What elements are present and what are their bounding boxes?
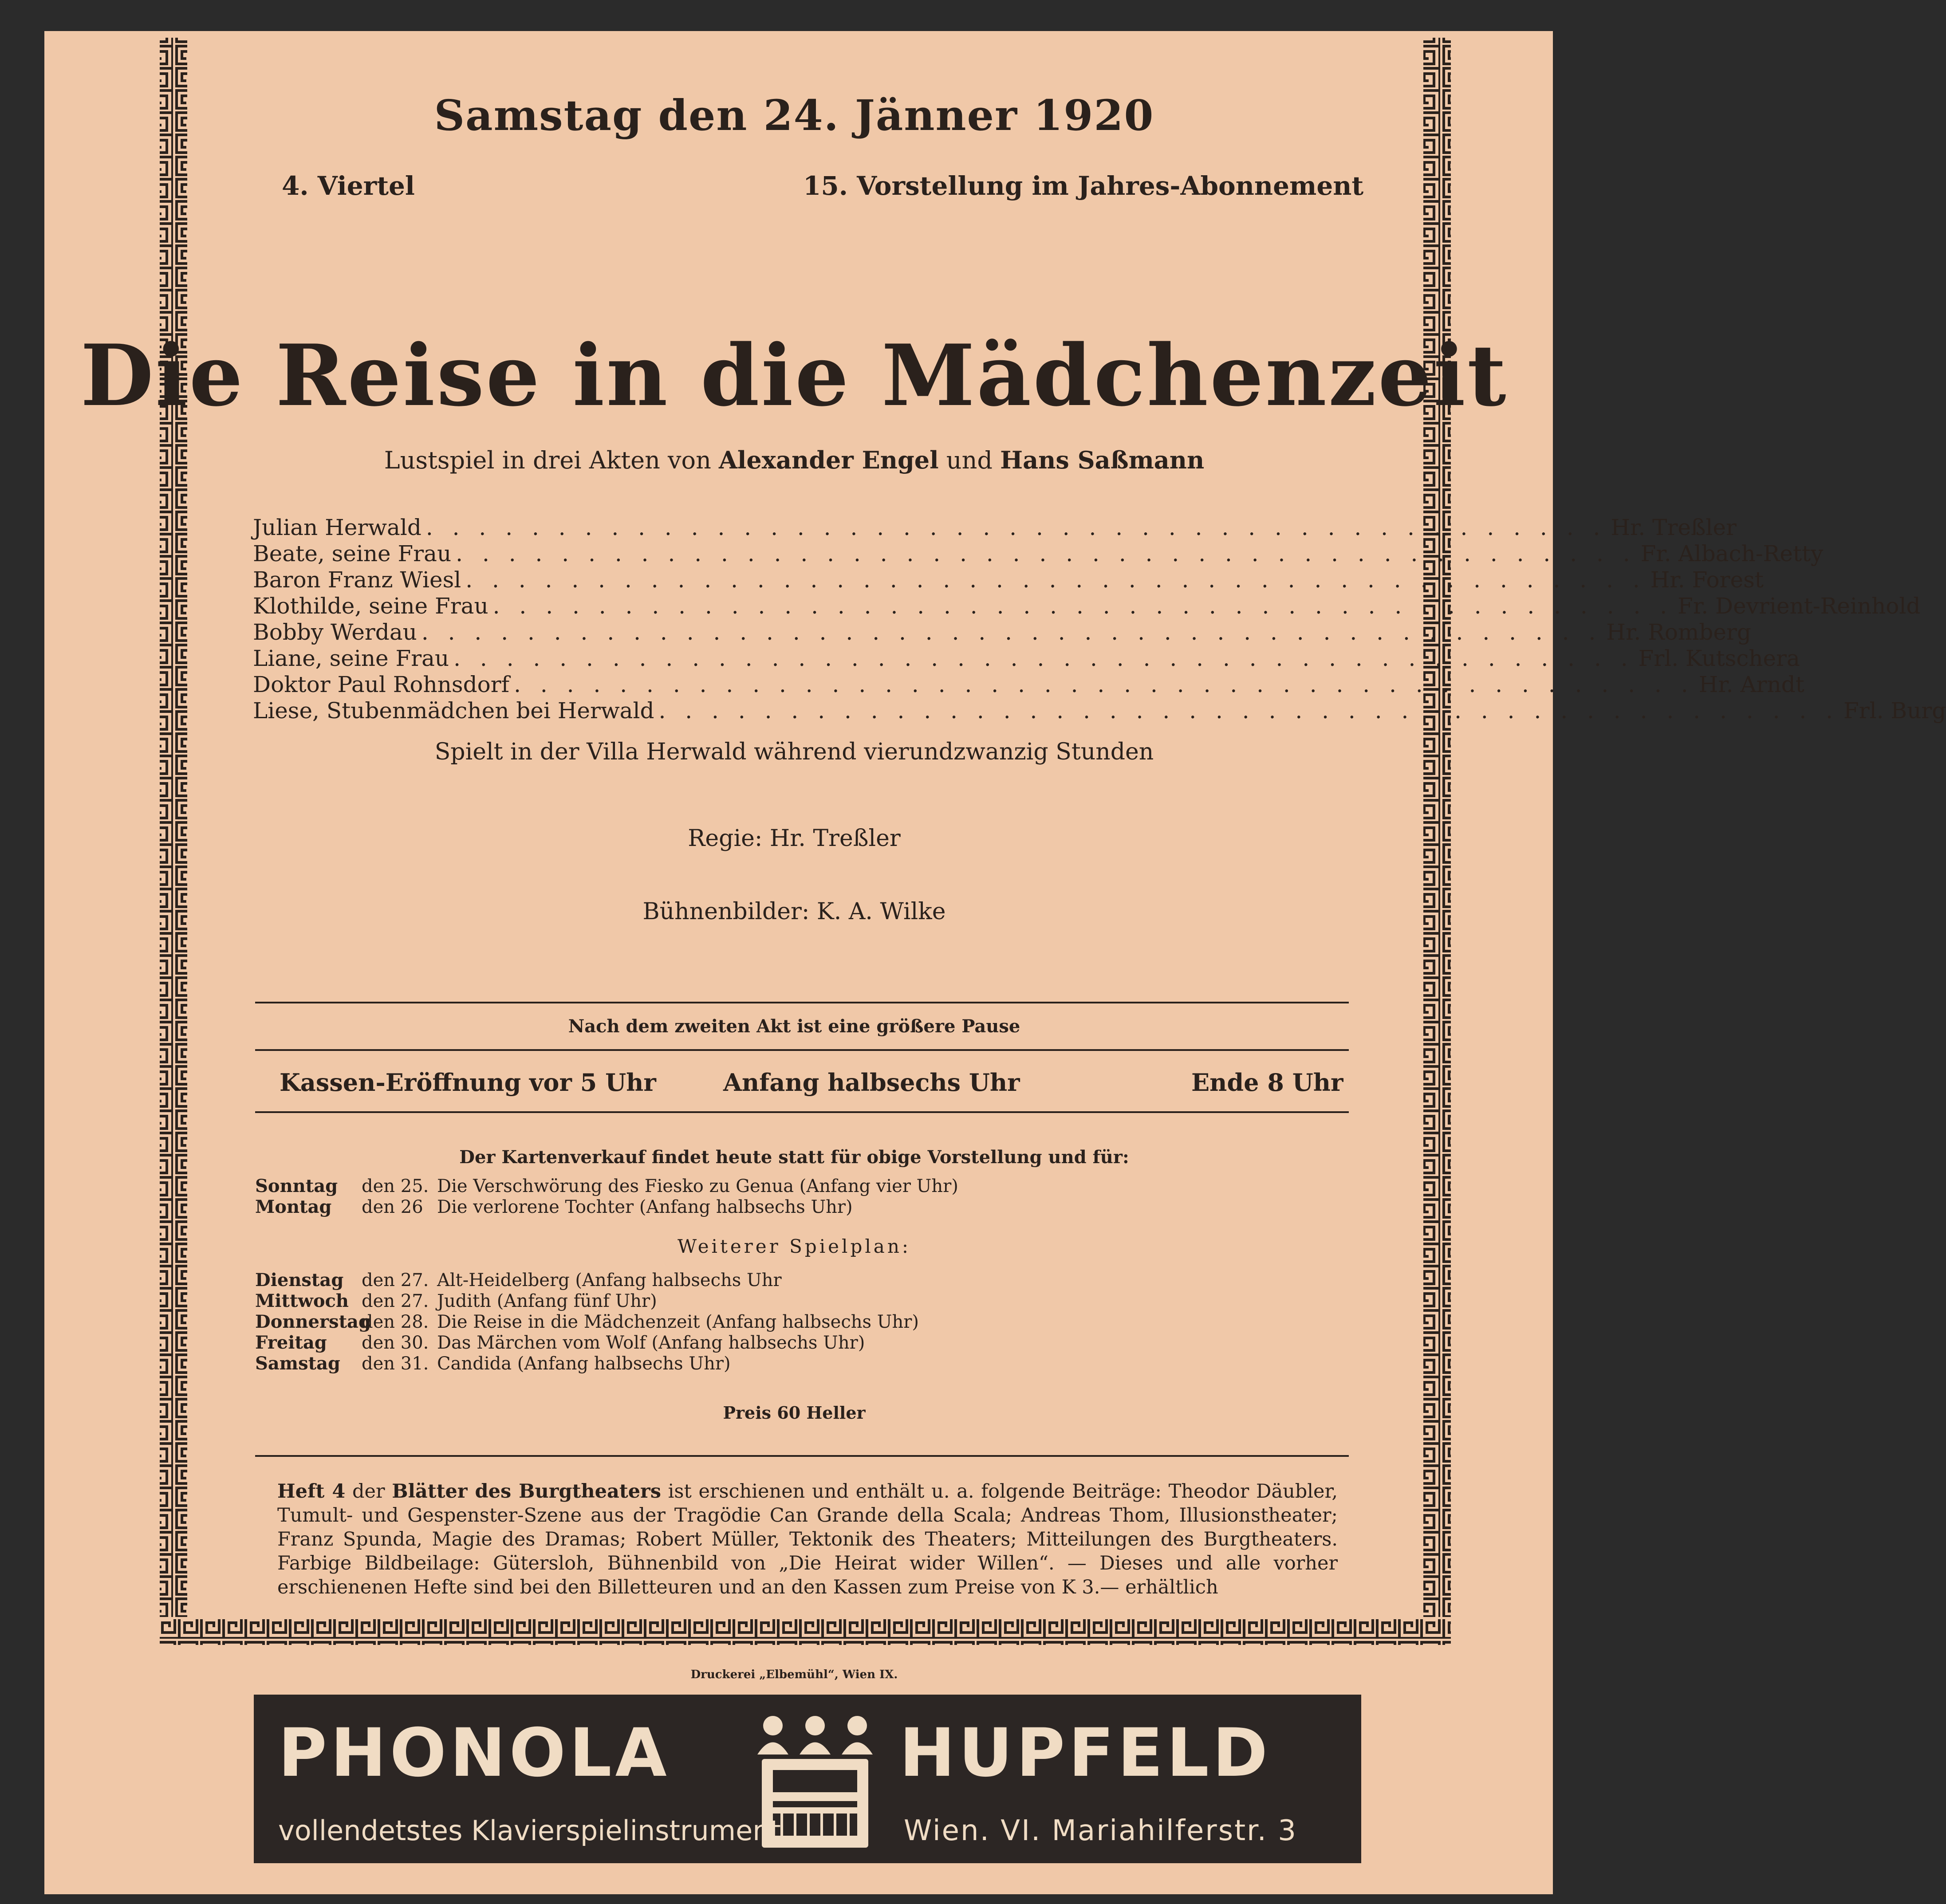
dot-leader: . . . . . . . . . . . . . . . . . . . . . . . . . . . . . . . . . . . . . . . . . . . . .: [492, 593, 1674, 619]
cast-role: Doktor Paul Rohnsdorf: [253, 672, 510, 697]
schedule-day: Donnerstag: [255, 1311, 371, 1332]
intermission-note: Nach dem zweiten Akt ist eine größere Pause: [568, 1016, 1020, 1037]
cast-row: [253, 672, 1804, 698]
schedule-date: den 25.: [362, 1176, 429, 1196]
cast-actor: Fr. Albach-Retty: [1640, 541, 1824, 566]
cast-role: Klothilde, seine Frau: [253, 593, 488, 619]
schedule-row: [255, 1176, 1409, 1196]
director-credit: Regie: Hr. Treßler: [688, 825, 901, 852]
start-time: Anfang halbsechs Uhr: [723, 1068, 1020, 1097]
play-subtitle: [0, 446, 1588, 474]
schedule-play: Die Reise in die Mädchenzeit (Anfang halbsechs Uhr): [437, 1312, 919, 1332]
journal-body: ist erschienen und enthält u. a. folgende Beiträge: Theodor Däubler, Tumult- und Gespenster-Szene aus der Tragödie Can Grande della Scala; Andreas Thom, Illusionstheater; Franz Spunda, Magie des Dramas; Robert Müller, Tektonik des Theaters; Mitteilungen des Burgtheaters. Farbige Bildbeilage: Gütersloh, Bühnenbild von „Die Heirat wider Willen“. — Dieses und alle vorher erschienenen Hefte sind bei den Billetteuren und an den Kassen zum Preise von K 3.— erhältlich: [277, 1480, 1338, 1598]
cast-role: Bobby Werdau: [253, 619, 417, 645]
dot-leader: . . . . . . . . . . . . . . . . . . . . . . . . . . . . . . . . . . . . . . . . . . . . .: [425, 515, 1607, 540]
journal-name: Blätter des Burgtheaters: [392, 1480, 661, 1503]
dot-leader: . . . . . . . . . . . . . . . . . . . . . . . . . . . . . . . . . . . . . . . . . . . . .: [456, 541, 1636, 566]
subtitle-and: und: [938, 446, 1001, 474]
cast-actor: Frl. Kutschera: [1638, 645, 1800, 671]
schedule-date: den 27.: [362, 1270, 429, 1290]
cast-actor: Hr. Romberg: [1606, 619, 1751, 645]
ad-brand-right: HUPFELD: [899, 1715, 1272, 1792]
divider-rule: [255, 1049, 1349, 1051]
schedule-row: [255, 1353, 1409, 1374]
cast-role: Liese, Stubenmädchen bei Herwald: [253, 698, 654, 724]
further-program-heading: Weiterer Spielplan:: [677, 1235, 911, 1257]
cast-actor: Fr. Devrient-Reinhold: [1678, 593, 1921, 619]
cast-row: [253, 698, 1946, 724]
subtitle-prefix: Lustspiel in drei Akten von: [384, 446, 719, 474]
ad-tagline: vollendetstes Klavierspielinstrument.: [278, 1814, 790, 1847]
schedule-day: Dienstag: [255, 1270, 344, 1290]
schedule-play: Candida (Anfang halbsechs Uhr): [437, 1353, 731, 1374]
price: Preis 60 Heller: [723, 1403, 866, 1423]
printer-credit: Druckerei „Elbemühl“, Wien IX.: [690, 1668, 898, 1681]
schedule-row: [255, 1196, 1409, 1217]
journal-connector: der: [345, 1480, 392, 1503]
performance-date: Samstag den 24. Jänner 1920: [434, 91, 1154, 140]
cast-actor: Frl. Burg: [1844, 698, 1946, 724]
journal-issue: Heft 4: [277, 1480, 346, 1503]
journal-notice: [277, 1479, 1338, 1599]
cast-role: Baron Franz Wiesl: [253, 567, 461, 593]
dot-leader: . . . . . . . . . . . . . . . . . . . . . . . . . . . . . . . . . . . . . . . . . . . . .: [453, 645, 1634, 671]
schedule-play: Das Märchen vom Wolf (Anfang halbsechs Uhr): [437, 1333, 865, 1353]
schedule-row: [255, 1311, 1409, 1332]
schedule-row: [255, 1270, 1409, 1290]
dot-leader: . . . . . . . . . . . . . . . . . . . . . . . . . . . . . . . . . . . . . . . . . . . . .: [514, 672, 1694, 697]
cast-row: [253, 541, 1824, 567]
cast-row: [253, 645, 1800, 672]
divider-rule: [255, 1455, 1349, 1457]
cast-role: Julian Herwald: [253, 515, 422, 540]
author-1: Alexander Engel: [719, 446, 939, 474]
schedule-date: den 31.: [362, 1353, 429, 1374]
cast-actor: Hr. Treßler: [1611, 515, 1737, 540]
divider-rule: [255, 1111, 1349, 1113]
box-office-time: Kassen-Eröffnung vor 5 Uhr: [280, 1068, 656, 1097]
cast-role: Beate, seine Frau: [253, 541, 452, 566]
schedule-play: Die verlorene Tochter (Anfang halbsechs Uhr): [437, 1197, 853, 1217]
schedule-play: Judith (Anfang fünf Uhr): [437, 1291, 657, 1311]
schedule-day: Mittwoch: [255, 1290, 349, 1311]
schedule-date: den 27.: [362, 1291, 429, 1311]
dot-leader: . . . . . . . . . . . . . . . . . . . . . . . . . . . . . . . . . . . . . . . . . . . . .: [465, 567, 1646, 593]
ticket-sale-note: Der Kartenverkauf findet heute statt für obige Vorstellung und für:: [459, 1147, 1129, 1168]
schedule-further: [255, 1270, 1409, 1374]
setting-note: Spielt in der Villa Herwald während vierundzwanzig Stunden: [434, 739, 1154, 765]
schedule-day: Sonntag: [255, 1176, 338, 1196]
cast-row: [253, 593, 1921, 619]
end-time: Ende 8 Uhr: [1191, 1068, 1343, 1097]
cast-role: Liane, seine Frau: [253, 645, 449, 671]
schedule-upcoming: [255, 1176, 1409, 1217]
stage-design-credit: Bühnenbilder: K. A. Wilke: [642, 898, 946, 925]
cast-actor: Hr. Forest: [1650, 567, 1764, 593]
schedule-date: den 26: [362, 1197, 423, 1217]
schedule-date: den 28.: [362, 1312, 429, 1332]
schedule-day: Montag: [255, 1196, 332, 1217]
phonola-advertisement: [254, 1695, 1361, 1863]
cast-actor: Hr. Arndt: [1698, 672, 1804, 697]
dot-leader: . . . . . . . . . . . . . . . . . . . . . . . . . . . . . . . . . . . . . . . . . . . . .: [658, 698, 1839, 724]
schedule-play: Alt-Heidelberg (Anfang halbsechs Uhr: [437, 1270, 782, 1290]
dot-leader: . . . . . . . . . . . . . . . . . . . . . . . . . . . . . . . . . . . . . . . . . . . . .: [421, 619, 1602, 645]
author-2: Hans Saßmann: [1000, 446, 1205, 474]
cast-list: [253, 515, 1946, 724]
ad-brand-left: PHONOLA: [278, 1715, 670, 1792]
schedule-row: [255, 1332, 1409, 1353]
schedule-date: den 30.: [362, 1333, 429, 1353]
schedule-day: Samstag: [255, 1353, 341, 1374]
divider-rule: [255, 1002, 1349, 1003]
cast-row: [253, 515, 1737, 541]
play-title: Die Reise in die Mädchenzeit: [80, 326, 1508, 425]
cast-row: [253, 567, 1764, 593]
schedule-day: Freitag: [255, 1332, 327, 1353]
performance-number: 15. Vorstellung im Jahres-Abonnement: [803, 171, 1364, 201]
schedule-play: Die Verschwörung des Fiesko zu Genua (Anfang vier Uhr): [437, 1176, 958, 1196]
subscription-quarter: 4. Viertel: [282, 171, 415, 201]
cast-row: [253, 619, 1751, 645]
schedule-row: [255, 1290, 1409, 1311]
ad-address: Wien. VI. Mariahilferstr. 3: [904, 1814, 1297, 1847]
